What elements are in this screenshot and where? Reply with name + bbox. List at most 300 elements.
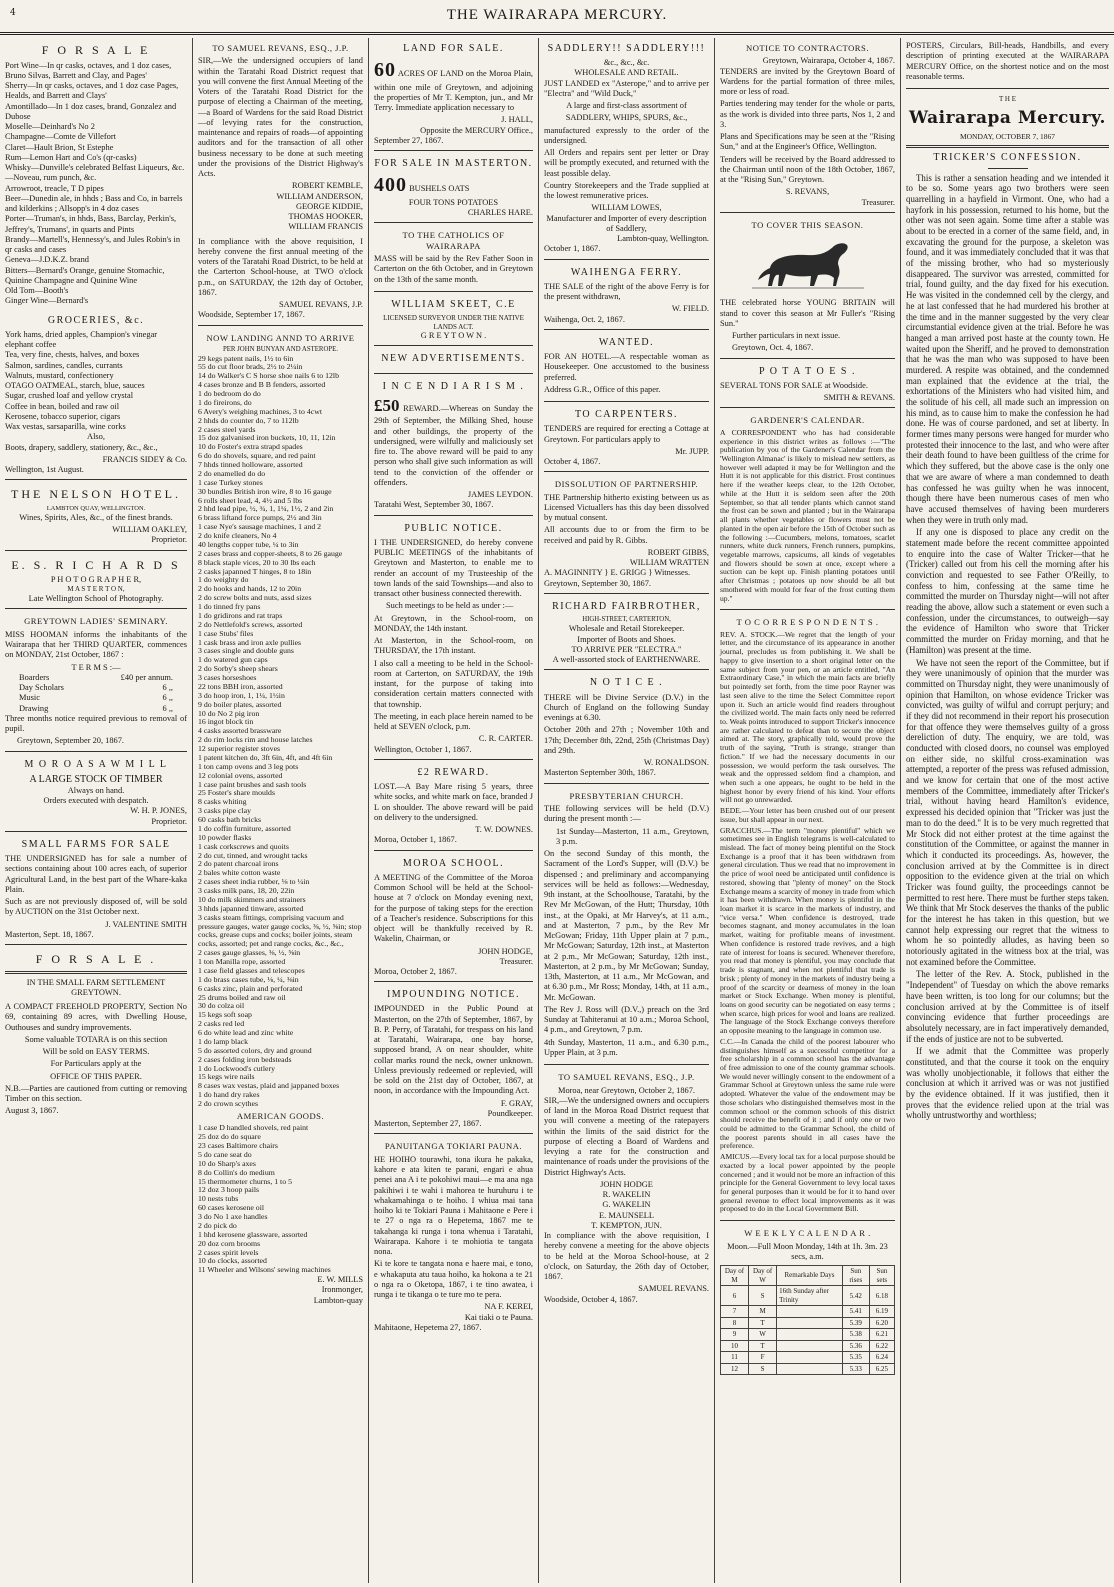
article-text: C.C.—In Canada the child of the poorest labourer who distinguishes himself as a successful competitor for a free scholarship in a common school has the advantage of free admission to one of the county grammar schools. We would never willingly consent to the endowment of a Grammar School at Greytown unless the same rule were adopted. Whatever the value of the endowment may be those scholars who distinguished themselves most in the common school or the common schools of this district should receive the benefit of it ; and if only one or two could be admitted to the Grammar School, the child of the poorest parents should in all cases have the preference. [720,1036,895,1151]
place-date: Mahitaone, Hepetema 27, 1867. [374,1322,482,1332]
weekly-calendar [720,1223,895,1379]
stock-item: 1 do gridirons and rat traps [198,610,283,620]
stock-item: 10 do Foster's extra strapd spades [198,442,303,452]
stock-item: 60 cases kerosene oil [198,1203,265,1213]
dissolution-notice [544,474,709,594]
ad-text: Ki te kore te tangata nona e haere mai, e tono, e whakaputa atu taua hoiho, ka hokona a te 21 o nga ra o Oketopa, 1867, i te tino awatea, i runga i te tikanga o te ture mo te pera. [374,1259,533,1300]
stock-item: 8 casks whiting [198,797,247,807]
stock-item: 1 do weighty do [198,575,249,585]
term-row [5,683,187,693]
signer: W. FIELD. [671,304,709,314]
catholics-notice [374,225,533,292]
place-date: Greytown, September 20, 1867. [17,736,124,746]
ad-text: Wholesale and Retail Storekeeper. [568,624,685,634]
place-date: Woodside, September 17, 1867. [198,310,305,320]
stock-item: 40 lengths copper tube, ¼ to 3in [198,539,299,549]
ad-text: I also call a meeting to be held in the School-room at Carterton, on SATURDAY, the 19th instant, for the purpose of taking into consideration certain matters connected with that township. [374,658,533,709]
stock-item: 14 do Walker's C S horse shoe nails 6 to 12lb [198,371,339,381]
date: August 3, 1867. [5,1106,59,1116]
calendar-cell-remark [777,1363,843,1375]
ad-heading: PRESBYTERIAN CHURCH. [569,790,684,801]
wine-item: Amontillado—In 1 doz cases, brand, Gonzalez and Dubose [5,101,177,121]
wine-item: Ginger Wine—Bernard's [5,296,89,306]
incendiarism-ad [374,376,533,516]
stock-item: 2 cases folding iron bedsteads [198,1054,292,1064]
ad-text: HE HOIHO tourawhi, tona ikura he pakaka, kahore e ata kiten te parani, engari e ahua penei ana A i te pokohiwi maui—e ma ana nga pakihiwi i te wahi i mahorea te huruhuru i te whakamahinga o te hoiho. I whiua mai tana hoiho ki te Tokiari Pauna i Mahitaone e Pere i te 27 o nga ra o Hepetema, 1867 me te takahanga ki runga i tona whenua i Taratahi, Wairarapa. Kahore i te mohiotia te tangata nona. [374,1154,533,1257]
stock-item: 6 brass liftand force pumps, 2½ and 3in [198,513,322,523]
calendar-row [721,1352,895,1364]
ad-sub: PER JOHN BUNYAN AND ASTEROPE. [223,346,338,354]
wine-item: Brandy—Martell's, Hennessy's, and Jules Robin's in qr casks and cases [5,234,181,255]
calendar-cell-rises: 5.42 [842,1286,869,1306]
column-4 [538,38,714,1583]
calendar-row [721,1329,895,1341]
stock-item: 1 do coffin furniture, assorted [198,823,291,833]
stock-item: 1 do Lockwood's cutlery [198,1063,275,1073]
ad-heading: LAND FOR SALE. [403,43,504,54]
ad-text: 1st Sunday—Masterton, 11 a.m., Greytown, 3 p.m. [556,826,709,846]
stock-item: 1 ton camp ovens and 3 leg pots [198,761,299,771]
ad-heading: NOW LANDING ANND TO ARRIVE [206,332,355,343]
reward-amount: £50 [374,395,400,415]
to-correspondents [720,612,895,1221]
article-paragraph: This is rather a sensation heading and we intended it to be so. Some years ago two brothers were seen quarrelling in a hayfield in Virmont. One, who had a hayfork in his possession, returned to his home, but the other was not seen again. Some time after a stable was about to be erected in a corner of the same field, and, in excavating the ground for the purpose, a skeleton was found, and it was immediately concluded that it was that of the missing brother, who had so mysteriously disappeared. The survivor was arrested, committed for trial, found guilty, and the day fixed for his execution. He was visited in the condemned cell by the clergy, and he at last confessed that he had murdered his brother at the time and in the manner suggested by the very clear circumstantial evidence given at the trial. Before he was hanged a man arrived post haste at the county town. He waited upon the Sheriff, and he proved to demonstration that he was the man who was supposed to have been murdered. A respite was obtained, and the condemned man explained that the evidence at the trial, the exhortations of the Ministers who had visited him, and the solitude of his cell, all made such an impression on his mind, as to cause him to make the confession he had done. He was of course pardoned, and set at liberty. In former times many persons were hanged for murder who protested their innocence to the last, and who were after their death found to have been guiltless of the crime for which they suffered, but the above case is the only one that we are aware of where a man condemned to death has confessed he was guilty when he was innocent, though there have been numerous cases of men who have accused themselves of having been murderers when they were in truth only mad. [906,172,1109,525]
new-ads-heading [374,348,533,373]
stock-item: 2 do cut, tinned, and wrought tacks [198,850,308,860]
ad-text: A LARGE STOCK OF TIMBER [29,773,163,785]
role: Poundkeeper. [487,1108,533,1118]
col-header: Day of M [721,1266,749,1286]
col-header: Sun sets [869,1266,894,1286]
article-paragraph: If we admit that the Committee was properly constituted, and that the course it took on the enquiry was wholly unobjectionable, it follows that either the conclusion at which it arrived was or was not justified by the evidence obtained. If it was justified, then it proves that the evidence relied upon at the trial was wholly untrustworthy and worthless; [906,1046,1109,1121]
signer-name: E. MAUNSELL [599,1210,654,1220]
signer: C. R. CARTER. [478,734,533,744]
fairbrother-ad [544,596,709,670]
stock-item: 1 ton Manilla rope, assorted [198,957,286,966]
stock-item: 1 cask brass and iron axle pullies [198,637,302,647]
signer: T. W. DOWNES. [475,825,533,835]
terms-label: T E R M S :— [71,662,121,672]
issue-date: MONDAY, OCTOBER 7, 1867 [959,132,1056,142]
signer: WILLIAM LOWES, [591,203,662,213]
contractors-notice [720,38,895,213]
ad-heading: SADDLERY!! SADDLERY!!! [547,43,706,54]
place-date: Moroa, October 1, 1867. [374,835,457,845]
stock-item: 15 thermometer churns, 1 to 5 [198,1176,292,1186]
stock-item: 2 cases brass and copper-sheets, 8 to 26 gauge [198,548,343,558]
ad-text: N.B.—Parties are cautioned from cutting or removing Timber on this section. [5,1083,187,1104]
potatoes-ad [720,361,895,409]
signer: JAMES LEYDON. [467,490,533,500]
wine-item: Bitters—Bernard's Orange, genuine Stomachic, Quinine Champagne and Quinine Wine [5,265,165,285]
signer-name: WILLIAM WRATTEN [629,558,709,568]
signer: SAMUEL REVANS, J.P. [279,300,363,310]
place-date: Moroa, October 2, 1867. [374,967,457,977]
note: Late Wellington School of Photography. [28,594,164,604]
stock-item: 6 casks zinc, plain and perforated [198,983,303,993]
the-label: T H E [999,95,1016,103]
stock-item: 4 cases bronze and B B fenders, assorted [198,380,326,390]
stock-item: 1 hhd kerosene glassware, assorted [198,1229,308,1239]
stock-item: 1 do hand dry rakes [198,1090,260,1100]
stock-item: 1 case Turkey stones [198,477,263,487]
stock-item: 5 do cane seat do [198,1149,252,1159]
date: September 27, 1867. [374,135,444,145]
stock-item: 25 Foster's share moulds [198,788,275,798]
ad-text: THERE will be Divine Service (D.V.) in the Church of England on the following Sunday evenings at 6.30. [544,692,709,723]
ad-text: 4th Sunday, Masterton, 11 a.m., and 6.30 p.m., Upper Plain, at 3 p.m. [544,1037,709,1057]
horse-illustration [748,234,868,294]
stock-item: 6 rolls sheet lead, 4, 4½ and 5 lbs [198,495,303,505]
stock-item: 4 casks assorted brassware [198,726,282,736]
stock-item: 1 do brass cases tube, ⅛, ¼, ⅜in [198,974,299,984]
ad-text: All accounts due to or from the firm to be received and paid by R. Gibbs. [544,525,709,545]
stock-item: 22 tons BBH iron, assorted [198,681,283,691]
ad-text: SIR,—We the undersigned occupiers of land within the Taratahi Road District request that you will convene the first Annual Meeting of the Voters of the Taratahi Road District for the purpose of electing a Chairman of the meeting,—a Board of Wardens for the said Road District—of levying rates for the construction, maintenance and repairs of roads—of appointing auditors and for the transaction of all other business necessary to be done at such meeting under the provisions of the District Highway's Acts. [198,56,363,179]
grocery-item: Salmon, sardines, candles, currants [5,360,123,370]
divine-service-notice [544,672,709,783]
ad-text: Parties tendering may tender for the whole or parts, as the work is divided into three parts, Nos 1, 2 and 3. [720,99,895,129]
ad-text: A COMPACT FREEHOLD PROPERTY, Section No 69, containing 89 acres, with Dwelling House, Outhouses and sundry improvements. [5,1002,187,1032]
calendar-cell-dm: 12 [721,1363,749,1375]
ad-heading: TO SAMUEL REVANS, ESQ., J.P. [558,1072,695,1083]
calendar-cell-dm: 10 [721,1340,749,1352]
col-header: Day of W [748,1266,776,1286]
ad-heading: WILLIAM SKEET, C.E [391,298,516,310]
stock-item: 10 do clocks, assorted [198,1256,267,1266]
grocery-item: Coffee in bean, boiled and raw oil [5,401,120,411]
calendar-cell-sets: 6.25 [869,1363,894,1375]
ad-text: All Orders and repairs sent per letter or Dray will be promptly executed, and returned with the least possible delay. [544,148,709,178]
ad-heading: E. S. R I C H A R D S [11,557,181,572]
ad-text: THE following services will be held (D.V.) during the present month :— [544,804,709,824]
address: HIGH-STREET, CARTERTON, [582,616,671,624]
signer-name: ROBERT GIBBS, [647,547,709,557]
calendar-cell-sets: 6.24 [869,1352,894,1364]
ad-text: JUST LANDED ex "Asterope," and to arrive per "Electra" and "Wild Duck," [544,78,709,98]
calendar-body [721,1286,895,1375]
calendar-cell-rises: 5.41 [842,1306,869,1318]
place: M A S T E R T O N, [67,585,125,594]
panuitanga-notice [374,1136,533,1337]
calendar-row [721,1306,895,1318]
ad-heading: PUBLIC NOTICE. [404,522,503,534]
for-sale-ad [5,38,187,480]
ad-text: LOST.—A Bay Mare rising 5 years, three white socks, and white mark on face, branded J L on shoulder. The above reward will be paid on delivery to the undersigned. [374,782,533,822]
moroa-school-ad [374,853,533,983]
also-text: Also, [87,432,105,442]
place-date: Waihenga, Oct. 2, 1867. [544,314,625,324]
calendar-cell-sets: 6.18 [869,1286,894,1306]
ad-text: FOR AN HOTEL.—A respectable woman as Housekeeper. One accustomed to the business preferred. [544,352,709,382]
wine-item: Old Tom—Booth's [5,286,69,296]
stock-item: 2 cases gauge glasses, ⅜, ½, ⅝in [198,948,301,958]
stock-item: 2 do crown scythes [198,1099,258,1108]
term-item: Music [19,693,40,703]
calendar-cell-dw: M [748,1306,776,1318]
wine-item: Sherry—In qr casks, octaves, and 1 doz case Pages, Healds, and Barrett and Clays' [5,81,179,101]
ad-text: TO ARRIVE PER "ELECTRA." [571,644,682,654]
grocery-item: Kerosene, tobacco superior, cigars [5,411,121,421]
calendar-cell-sets: 6.20 [869,1317,894,1329]
ad-heading: SMALL FARMS FOR SALE [21,838,171,850]
column-1 [0,38,192,1583]
calendar-cell-dm: 6 [721,1286,749,1306]
stock-item: 2 do screw bolts and nuts, assd sizes [198,593,312,603]
ad-heading: FOR SALE IN MASTERTON. [374,158,533,170]
stock-item: 3 casks steam fittings, comprising vacuum and pressure gauges, water gauge cocks, ⅜, ½, ⅝in; stop cocks, grease cups and cocks; boiler joints, steam cocks, assorted; pet and range cocks, &c., &c., [198,912,362,949]
ad-text: OFFICE OF THIS PAPER. [50,1071,142,1081]
place-date: Taratahi West, September 30, 1867. [374,500,494,510]
article-body [906,173,1109,1122]
grocery-item: Wax vestas, sarsaparilla, wine corks [5,422,126,432]
column-6 [900,38,1114,1583]
article-paragraph: The letter of the Rev. A. Stock, published in the "Independent" of Tuesday on which the above remarks have been written, is too long for our columns; but the conclusion arrived at by the Committee is of itself convincing evidence that further proceedings are absolutely necessary, are in fact imperatively demanded, if the ends of justice are not to be subverted. [906,969,1109,1044]
calendar-cell-dw: F [748,1352,776,1364]
signer-list [544,548,709,569]
ad-heading: TO SAMUEL REVANS, ESQ., J.P. [212,43,349,53]
item-list [198,355,363,1109]
signer: W. H. P. JONES, [130,806,187,816]
stock-item: 1 case paint brushes and sash tools [198,779,307,789]
stock-item: 1 do watered gun caps [198,655,268,665]
ad-text: A large and first-class assortment of [566,101,687,111]
calendar-cell-remark [777,1352,843,1364]
land-for-sale-ad [374,38,533,151]
grocery-item: Sugar, crushed loaf and yellow crystal [5,391,134,401]
term-fee: 6 ,, [162,703,173,713]
stock-item: 11 Wheeler and Wilsons' sewing machines [198,1265,331,1275]
article-text: BEDE.—Your letter has been crushed out of our present issue, but shall appear in our next. [720,806,895,824]
role: Manufacturer and Importer of every description of Saddlery, [546,213,707,233]
ad-text: On the second Sunday of this month, the Sacrament of the Lord's Supper, will (D.V.) be dispensed ; and preliminary and accompanying services will be held as follows:—Wednesday, 9th instant, at the Schoolhouse, Taratahi, by the Rev Mr McGowan, of the Hutt; Thursday, 10th inst., at the Opaki, at Mr Harvey's, at 11 a.m., and at Masterton, 7 p.m., by the Rev Mr McGowan; Friday, 11th Upper plain at 7 p.m., Mr McGowan; Saturday, 12th inst., at Masterton at 2 p.m., Mr McGowan; Saturday, 12th inst., Masterton, at 2 p.m., by Mr McGowan; Sunday, 13th, Masterton, at 11 a.m., Mr McGowan, and at 6.30 p.m., Mr Ross; Monday, 14th, at 11 a.m., Mr. McGowan. [544,849,709,1002]
ad-text: Wines, Spirits, Ales, &c., of the finest brands. [19,512,173,522]
calendar-cell-rises: 5.36 [842,1340,869,1352]
calendar-cell-dm: 8 [721,1317,749,1329]
stock-item: 29 kegs patent nails, 1½ to 6in [198,353,294,363]
ad-text: REWARD.—Whereas on Sunday the 29th of September, the Milking Shed, house and other buildings, the property of the undersigned, were wilfully and maliciously set fire to. The above reward will be paid to any person who shall give such information as will tend to the conviction of the offender or offenders. [374,403,534,487]
article-paragraph: We have not seen the report of the Committee, but if they were unanimously of opinion that the murder was committed on Thursday night, they were unanimously of opinion that Hamilton, on whose evidence Tricker was convicted, was guilty of wilful and corrupt perjury; and if they did not recommend in their report his prosecution for that offence they were themselves guilty of a gross dereliction of duty. The enquiry, we are told, was conducted with closed doors, no counsel was employed on either side, no skilful cross-examination was attempted, a reporter of the press was refused admission, and we know for certain that one of the most active members of the Committee, immediately after Tricker's trial, without having heard Hamilton's evidence, expressed his decided opinion that "Tricker was just the man to do the deed." It is to be very much regretted that Mr Stock did not either protest at the time against the constitution of the Committee, or against the manner in which it conducted its proceedings. As, however, the conclusion arrived at by the Committee is in direct opposition to the evidence given at the trial on which Tricker was found guilty, the proceedings cannot be permitted to rest here. There must be further steps taken. We think that Mr Stock deserves the thanks of the public for the interest he has taken in this question, but we cannot help expressing our regret that the witness to whom he so pointedly alludes, as having been so notoriously agitated in the witness box at the trial, was not examined before the Committee. [906,657,1109,967]
calendar-cell-remark [777,1306,843,1318]
nelson-hotel-ad [5,482,187,550]
ad-text: FOUR TONS POTATOES [408,197,499,207]
stock-item: 3 do No 1 axe handles [198,1212,268,1222]
stock-item: 2 bales white cotton waste [198,868,281,878]
grocery-list [5,330,187,433]
wine-item: Arrowroot, treacle, T D pipes [5,183,104,193]
stock-item: 20 doz corn brooms [198,1238,261,1248]
public-notice [374,518,533,760]
col-header: Remarkable Days [777,1266,843,1286]
calendar-cell-dm: 9 [721,1329,749,1341]
terms-list [5,673,187,714]
stock-item: 6 do do shovels, square, and red paint [198,451,316,461]
ad-text: POSTERS, Circulars, Bill-heads, Handbills, and every description of printing executed at the WAIRARAPA MERCURY Office, on the shortest notice and on the most reasonable terms. [906,41,1109,81]
ad-text: Such as are not previously disposed of, will be sold by AUCTION on the 31st October next. [5,897,187,917]
calendar-cell-sets: 6.19 [869,1306,894,1318]
ad-heading: TO COVER THIS SEASON. [751,219,864,230]
ferry-notice [544,262,709,330]
ad-text: SEVERAL TONS FOR SALE at Woodside. [720,380,868,390]
stock-item: 2 casks red led [198,1019,245,1029]
place-date: Masterton September 30th, 1867. [544,768,656,778]
saddlery-ad [544,38,709,260]
place-date: Wellington, October 1, 1867. [374,744,472,754]
section-heading: W E E K L Y C A L E N D A R . [744,1228,871,1239]
ad-text: MISS HOOMAN informs the inhabitants of the Wairarapa that her THIRD QUARTER, commences on MONDAY, 21st October, 1867 : [5,629,187,660]
signer: JOHN HODGE, [478,946,533,956]
calendar-cell-sets: 6.21 [869,1329,894,1341]
stock-item: 15 kegs soft soap [198,1010,252,1020]
term-item: Drawing [19,703,49,713]
article-heading: TRICKER'S CONFESSION. [933,152,1082,164]
ad-text: Address G.R., Office of this paper. [544,384,661,394]
term-row [5,693,187,703]
presbyterian-notice [544,786,709,1065]
place-date: Woodside, October 4, 1867. [544,1294,638,1304]
witnesses: A. MAGINNITY } E. GRIGG } Witnesses. [544,568,691,578]
ad-text: LICENSED SURVEYOR UNDER THE NATIVE LANDS ACT. [383,314,524,331]
stock-item: 2 do patent charcoal irons [198,859,279,869]
article-text: REV. A. STOCK.—We regret that the length of your letter, and the circumstance of its appearance in another journal, precludes us from publishing it. We shall be happy to give insertion to a short original letter on the same subject from your pen, or an article entitled, "An Extraordinary Case," in which the main facts are briefly but pointedly set forth, from the time poor Rayner was last seen alive to the time the Select Committee report upon it. Such an article would find readers throughout the civilized world. The main facts only need be referred to. Weak points introduced to support Tricker's innocence are rather calculated to defeat than to secure the object aimed at. The story, graphically told, would prove the truth of the saying, "Truth is strange, stranger than fiction." If we had the necessary documents in our possession, we would perform the task ourselves. The weak and the oppressed seldom find a champion, and when such a one appears, he ought to be held in the highest honor by every friend of his kind. Your efforts will not go unrewarded. [720,629,895,805]
ad-text: Some valuable TOTARA is on this section [24,1034,168,1044]
ad-text: Orders executed with despatch. [43,796,149,806]
stock-item: 3 hhds japanned tinware, assorted [198,903,304,913]
calendar-row [721,1317,895,1329]
stock-item: 2 do knife cleaners, No 4 [198,531,277,540]
section-heading: T O C O R R E S P O N D E N T S . [736,617,879,628]
skeet-ad [374,294,533,347]
ad-heading: GROCERIES, &c. [47,314,145,326]
ad-text: Tenders will be received by the Board addressed to the Chairman until noon of the 18th October, 1867, at the "Rising Sun," Greytown. [720,154,895,185]
signer: SAMUEL REVANS. [638,1284,709,1294]
ad-heading: PANUITANGA TOKIARI PAUNA. [384,1141,523,1152]
stock-item: 12 colonial ovens, assorted [198,770,283,780]
ad-text: TENDERS are required for erecting a Cottage at Greytown. For particulars apply to [544,424,709,444]
sawmill-ad [5,754,187,832]
ad-text: At Masterton, in the School-room, on THURSDAY, the 17th instant. [374,636,533,656]
stock-item: 9 do boiler plates, assorted [198,699,282,709]
role: Treasurer. [499,956,533,966]
signer: J. HALL, [501,115,533,125]
term-row [5,704,187,714]
stock-item: 3 do hoop iron, 1, 1¼, 1½in [198,690,285,700]
wine-item: Geneva—J.D.K.Z. brand [5,255,89,265]
place-date: Masterton, September 27, 1867. [374,1119,482,1129]
date: October 4, 1867. [544,457,601,466]
place-date: Wellington, 1st August. [5,465,84,475]
ad-text: Plans and Specifications may be seen at the "Rising Sun," and at the Engineer's Office, Wellington. [720,132,895,152]
stock-item: 6 Avery's weighing machines, 3 to 4cwt [198,406,323,416]
signer: Mr. JUPP. [675,446,709,456]
calendar-cell-remark [777,1329,843,1341]
stock-item: 1 do fireirons, do [198,397,252,407]
ad-heading: WAIHENGA FERRY. [570,266,683,278]
stock-item: 8 do Collin's do medium [198,1167,275,1177]
stock-item: 2 do Nettlefold's screws, assorted [198,619,303,629]
calendar-cell-rises: 5.33 [842,1363,869,1375]
signer-name: T. KEMPTON, JUN. [591,1220,662,1230]
term-fee: 6 ,, [162,683,173,692]
ad-text: A MEETING of the Committee of the Moroa Common School will be held at the School-house at 7 o'clock on Monday evening next, for the purpose of taking steps for the erection of a Teacher's residence. Subscriptions for this object will be thankfully received by R. Wakelin, Chairman, or [374,872,533,944]
stock-item: 25 doz do do square [198,1132,261,1142]
signer: F. GRAY, [500,1098,533,1108]
calendar-row [721,1340,895,1352]
role: Treasurer. [861,197,895,207]
wine-item: Champagne—Comte de Villefort [5,132,116,142]
role: Proprietor. [151,535,187,545]
signer-name: JOHN HODGE [600,1179,653,1189]
ad-heading: WANTED. [598,336,655,348]
signer: NA F. KEREI, [484,1302,533,1312]
ad-sub: IN THE SMALL FARM SETTLEMENT GREYTOWN. [26,977,166,997]
masthead-title: THE WAIRARAPA MERCURY. [446,7,668,23]
wine-item: Whisky—Dunville's celebrated Belfast Liqueurs, &c.—Noveau, rum punch, &c. [5,163,185,183]
stock-item: 16 ingot block tin [198,717,254,727]
stock-item: 15 kegs wire nails [198,1072,255,1082]
page-mark: 4 [10,8,16,18]
stock-item: 3 cases horseshoes [198,673,257,682]
wine-item: Claret—Hault Brion, St Estephe [5,142,114,152]
ad-title: P H O T O G R A P H E R, [50,575,142,585]
stock-item: 10 nests tubs [198,1194,239,1204]
calendar-cell-dw: S [748,1363,776,1375]
wine-item: Porter—Truman's, in hhds, Bass, Barclay, Perkin's, Jeffrey's, Trumans', in quarts and Pints [5,214,177,234]
signer: WILLIAM OAKLEY, [112,525,187,535]
stock-item: 10 do No 2 pig iron [198,708,260,718]
stock-item: 55 do cut floor brads, 2½ to 2¼in [198,362,303,372]
stock-item: 1 patent kitchen do, 3ft 6in, 4ft, and 4ft 6in [198,752,333,762]
stock-item: 25 drums boiled and raw oil [198,992,286,1002]
ad-text: A well-assorted stock of EARTHENWARE. [552,655,701,665]
signer: S. REVANS, [785,187,830,197]
calendar-cell-rises: 5.39 [842,1317,869,1329]
stock-item: 3 casks pipe clay [198,806,252,816]
wine-item: Moselle—Deinhard's No 2 [5,122,95,132]
signer: FRANCIS SIDEY & Co. [102,454,187,464]
calendar-cell-rises: 5.38 [842,1329,869,1341]
ad-text: At Greytown, in the School-room, on MONDAY, the 14th instant. [374,613,533,633]
article-text: AMICUS.—Every local tax for a local purpose should be exacted by a local power appointed by the people concerned ; and it would not be more an infraction of this principle for the General Government to levy local taxes for general purposes than it would be for it to hand over general revenue to effect local improvements as it was proposed to do in the Local Government Bill. [720,1152,895,1214]
stock-item: 1 case D handled shovels, red paint [198,1123,309,1133]
ad-text: The meeting, in each place herein named to be held at SEVEN o'clock, p.m. [374,711,533,732]
signer-name: ROBERT KEMBLE, [292,181,363,191]
grocery-item: Walnuts, mustard, confectionery [5,370,114,380]
ad-heading: MOROA SCHOOL. [402,857,505,869]
stock-item: 1 do tinned fry pans [198,602,261,611]
signer-name: R. WAKELIN [602,1190,651,1200]
signer: CHARLES HARE. [467,207,533,217]
stock-item: 1 case Stubs' files [198,628,254,638]
address: LAMBTON QUAY, WELLINGTON. [46,504,146,512]
ad-text: THE SALE of the right of the above Ferry is for the present withdrawn, [544,281,709,302]
place-date: Greytown, Wairarapa, October 4, 1867. [762,56,895,66]
ad-heading: NOTICE TO CONTRACTORS. [746,43,869,53]
place-date: Masterton, Sept. 18, 1867. [5,929,94,939]
moon-text: Moon.—Full Moon Monday, 14th at 1h. 3m. 23 secs, a.m. [727,1241,888,1261]
ad-heading: I N C E N D I A R I S M . [382,380,525,392]
ad-text: The Rev J. Ross will (D.V.,) preach on the 3rd Sunday at Tahiteranui at 10 a.m.; Moroa School, 4 p.m., and Greytown, 7 p.m. [544,1004,709,1035]
stock-item: 6 do white lead and zinc white [198,1028,294,1037]
stock-item: 1 cask corkscrews and quoits [198,841,289,851]
section-heading: GARDENER'S CALENDAR. [750,415,865,426]
freehold-ad [5,947,187,1121]
stock-item: 30 do colza oil [198,1001,245,1011]
ad-text: For Particulars apply at the [50,1059,142,1069]
ad-heading: IMPOUNDING NOTICE. [386,989,521,1001]
mills-ad [198,328,363,1310]
place-date: Greytown, Oct. 4, 1867. [732,343,814,353]
